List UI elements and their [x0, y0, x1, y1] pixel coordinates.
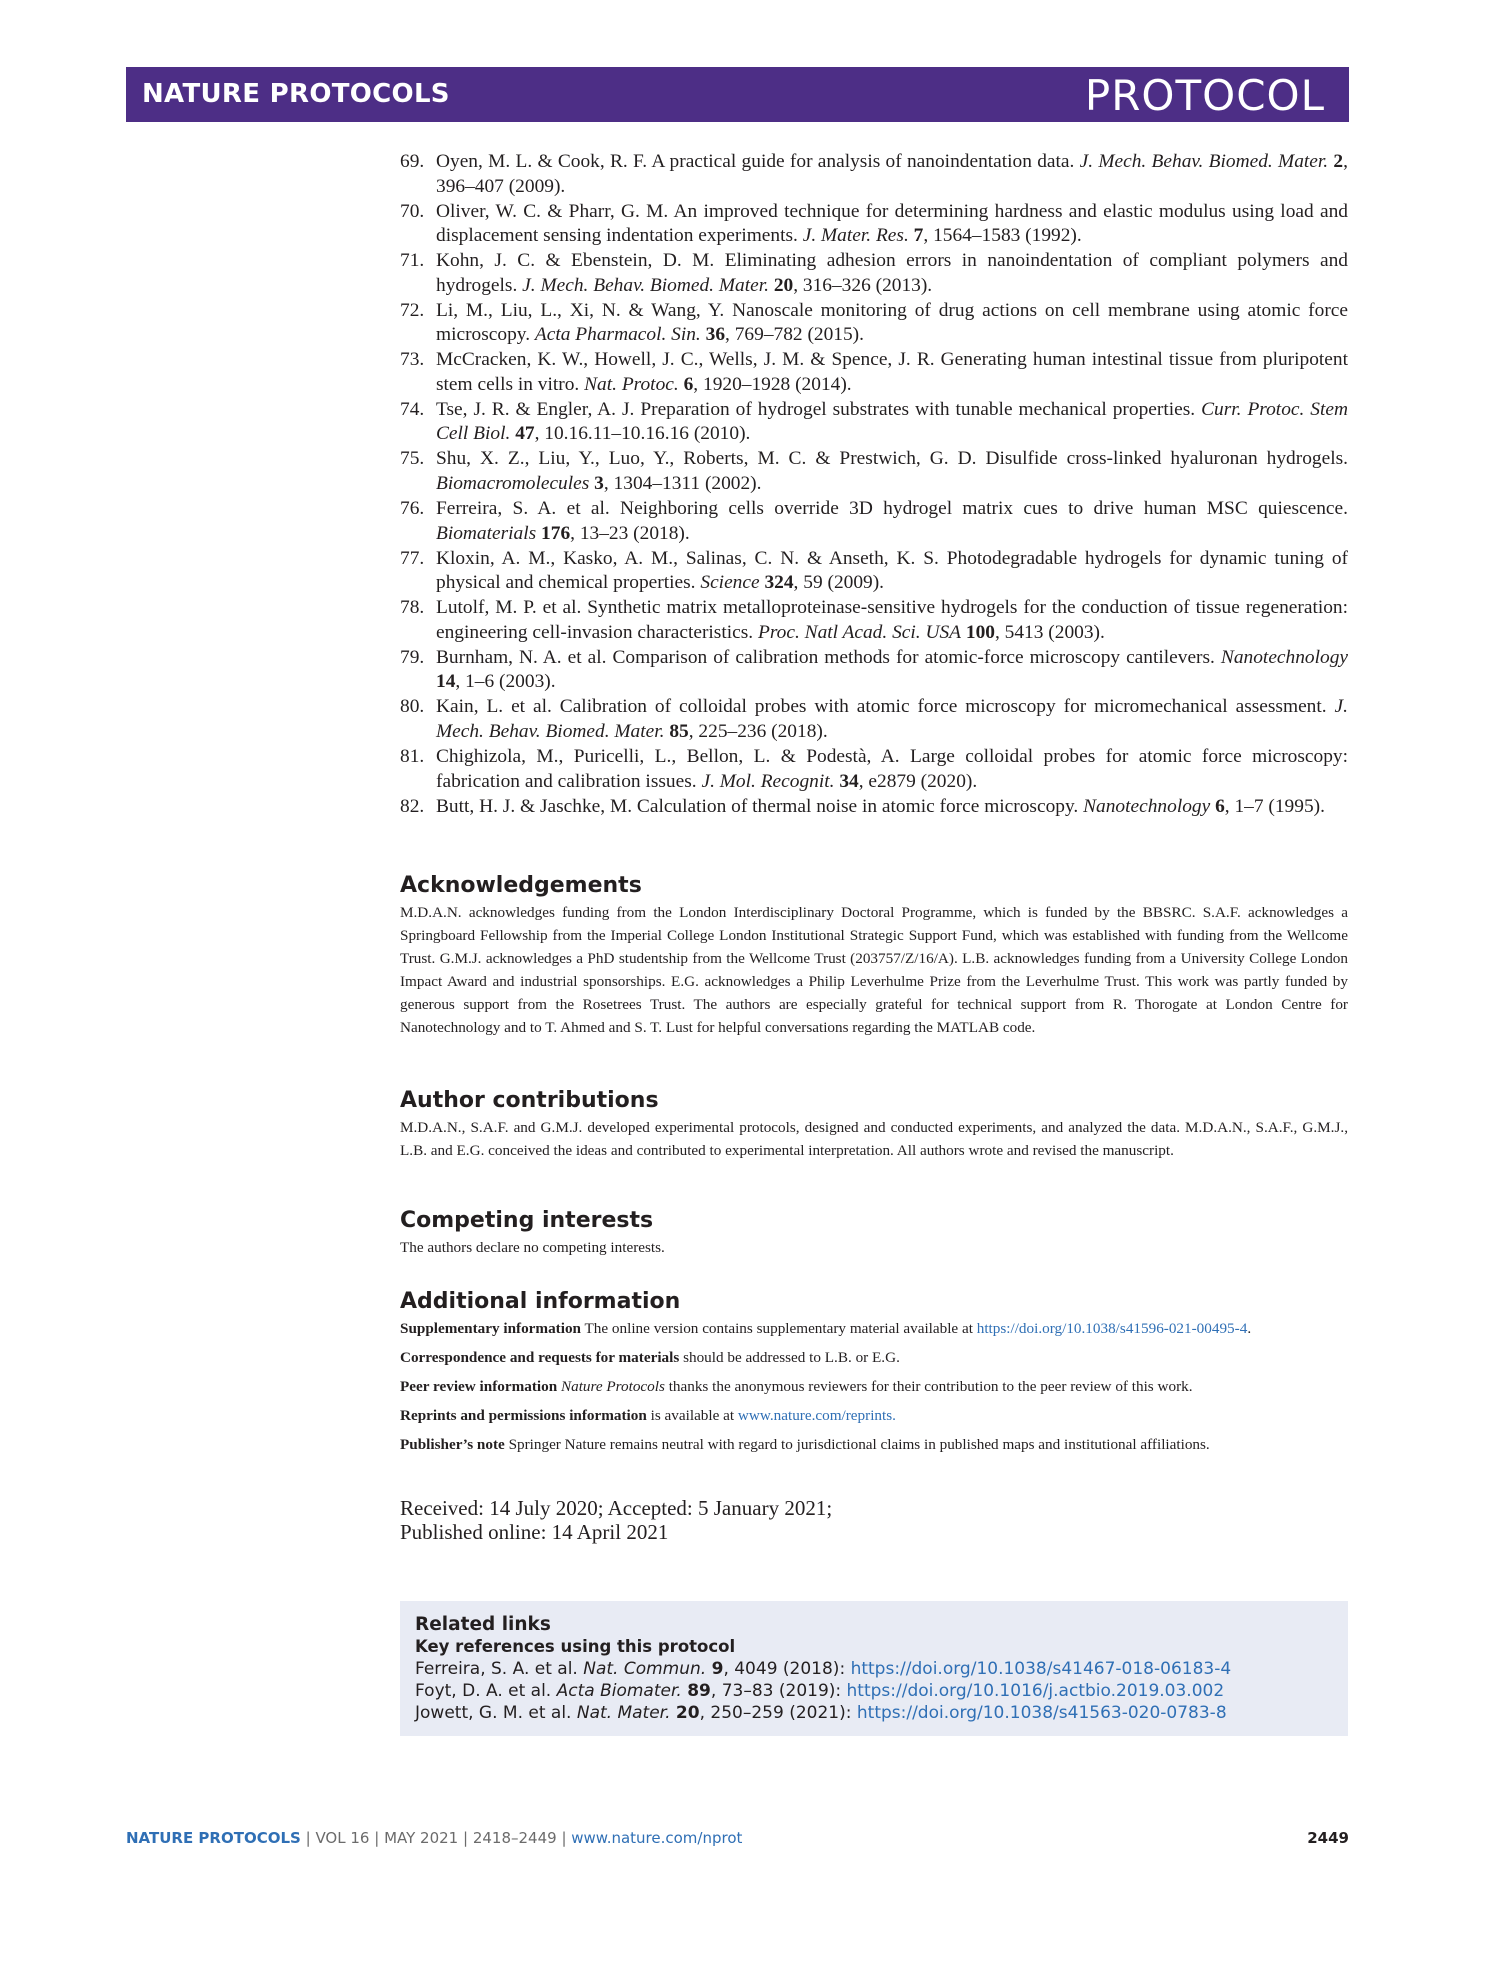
reference-item: [400, 299, 1348, 348]
reference-text: Oyen, M. L. & Cook, R. F. A practical guide for analysis of nanoindentation data.: [436, 151, 1080, 172]
related-doi-link[interactable]: https://doi.org/10.1038/s41467-018-06183-4: [850, 1659, 1232, 1679]
related-pages: , 73–83 (2019):: [710, 1681, 847, 1701]
reference-journal: J. Mater. Res.: [802, 225, 909, 247]
reference-number: 80.: [400, 696, 425, 718]
related-authors: Jowett, G. M. et al.: [415, 1703, 577, 1723]
related-link-item: [415, 1658, 1231, 1680]
published-online-date: Published online: 14 April 2021: [400, 1520, 669, 1544]
reference-text: , 10.16.11–10.16.16 (2010).: [534, 423, 751, 445]
related-links-content: [415, 1614, 1231, 1724]
reference-volume: 2: [1333, 151, 1344, 172]
additional-information-section: [400, 1288, 1348, 1462]
footer-url[interactable]: www.nature.com/nprot: [571, 1829, 743, 1847]
related-journal: Nat. Mater.: [576, 1703, 671, 1723]
publisher-note-text: Springer Nature remains neutral with regard to jurisdictional claims in published maps and institutional affiliations.: [504, 1436, 1210, 1453]
supplementary-info-line: [400, 1317, 1348, 1340]
reference-volume: 47: [515, 423, 535, 445]
related-doi-link[interactable]: https://doi.org/10.1016/j.actbio.2019.03.002: [846, 1681, 1225, 1701]
reprints-label: Reprints and permissions information: [400, 1407, 647, 1424]
reference-text: Ferreira, S. A. et al. Neighboring cells override 3D hydrogel matrix cues to drive human MSC quiescence.: [436, 498, 1348, 520]
reference-journal: J. Mech. Behav. Biomed. Mater.: [436, 696, 1348, 742]
correspondence-line: [400, 1346, 1348, 1369]
reference-text: Kain, L. et al. Calibration of colloidal probes with atomic force microscopy for micromechanical assessment.: [436, 696, 1335, 718]
reference-text: , 13–23 (2018).: [570, 522, 690, 544]
reference-number: 71.: [400, 250, 425, 272]
reference-number: 74.: [400, 398, 425, 420]
reference-volume: 324: [764, 572, 794, 594]
reference-number: 70.: [400, 200, 425, 222]
related-volume: 89: [687, 1681, 711, 1701]
footer-date: MAY 2021: [384, 1829, 459, 1847]
reprints-link[interactable]: www.nature.com/reprints.: [737, 1407, 896, 1424]
footer-pages: 2418–2449: [472, 1829, 557, 1847]
reference-list: [400, 150, 1348, 820]
reference-item: [400, 596, 1348, 645]
reference-text: Tse, J. R. & Engler, A. J. Preparation of hydrogel substrates with tunable mechanical properties.: [436, 398, 1202, 420]
footer-volume: VOL 16: [315, 1829, 370, 1847]
reference-volume: 7: [913, 225, 924, 247]
reference-number: 72.: [400, 299, 425, 321]
reference-volume: 3: [594, 473, 604, 495]
related-link-item: [415, 1680, 1231, 1702]
reference-text: , 225–236 (2018).: [688, 720, 828, 742]
reference-number: 73.: [400, 349, 425, 371]
reprints-text: is available at: [646, 1407, 738, 1424]
reference-number: 79.: [400, 646, 425, 668]
footer-journal: NATURE PROTOCOLS: [126, 1829, 301, 1847]
peer-review-label: Peer review information: [400, 1378, 558, 1395]
reference-item: [400, 745, 1348, 794]
correspondence-label: Correspondence and requests for materials: [400, 1349, 680, 1366]
reference-text: Butt, H. J. & Jaschke, M. Calculation of thermal noise in atomic force microscopy.: [436, 795, 1084, 817]
reference-item: [400, 348, 1348, 397]
reference-journal: J. Mech. Behav. Biomed. Mater.: [522, 274, 769, 296]
supplementary-end: .: [1247, 1320, 1252, 1337]
additional-information-heading: Additional information: [400, 1289, 681, 1314]
supplementary-link[interactable]: https://doi.org/10.1038/s41596-021-00495-4: [976, 1320, 1248, 1337]
related-journal: Acta Biomater.: [556, 1681, 682, 1701]
related-journal: Nat. Commun.: [583, 1659, 707, 1679]
reference-text: Burnham, N. A. et al. Comparison of calibration methods for atomic-force microscopy cantilevers.: [436, 646, 1221, 668]
publisher-note-label: Publisher’s note: [400, 1436, 505, 1453]
reference-item: [400, 695, 1348, 744]
reference-item: [400, 497, 1348, 546]
footer-sep: |: [458, 1829, 473, 1847]
acknowledgements-heading: Acknowledgements: [400, 873, 642, 898]
reference-text: McCracken, K. W., Howell, J. C., Wells, J. M. & Spence, J. R. Generating human intestinal tissue from pluripotent stem cells in vitro.: [436, 349, 1348, 395]
reference-journal: Biomacromolecules: [436, 473, 590, 495]
reference-journal: Curr. Protoc. Stem Cell Biol.: [436, 398, 1348, 445]
reference-volume: 20: [773, 274, 794, 296]
reference-journal: J. Mol. Recognit.: [701, 770, 835, 792]
reference-volume: 14: [436, 671, 456, 693]
related-pages: , 4049 (2018):: [723, 1659, 851, 1679]
reference-text: , 316–326 (2013).: [793, 274, 933, 296]
reprints-line: [400, 1404, 1348, 1427]
reference-item: [400, 150, 1348, 199]
reference-text: , 1304–1311 (2002).: [603, 473, 762, 495]
related-doi-link[interactable]: https://doi.org/10.1038/s41563-020-0783-8: [856, 1703, 1227, 1723]
reference-item: [400, 200, 1348, 249]
footer-citation: [126, 1829, 742, 1847]
reference-text: Oliver, W. C. & Pharr, G. M. An improved technique for determining hardness and elastic modulus using load and displacement sensing indentation experiments.: [436, 200, 1348, 247]
related-volume: 9: [711, 1659, 724, 1679]
competing-interests-body: The authors declare no competing interests.: [400, 1239, 665, 1256]
reference-text: , 59 (2009).: [793, 572, 885, 594]
reference-text: Kohn, J. C. & Ebenstein, D. M. Eliminating adhesion errors in nanoindentation of compliant polymers and hydrogels.: [436, 250, 1348, 296]
related-links-title: Related links: [415, 1614, 551, 1635]
reference-item: [400, 646, 1348, 695]
reference-text: Li, M., Liu, L., Xi, N. & Wang, Y. Nanoscale monitoring of drug actions on cell membrane using atomic force microscopy.: [436, 299, 1348, 346]
peer-review-text: thanks the anonymous reviewers for their contribution to the peer review of this work.: [664, 1378, 1193, 1395]
competing-interests-section: [400, 1207, 1348, 1259]
reference-text: , 1–7 (1995).: [1224, 795, 1325, 817]
reference-volume: 6: [1215, 795, 1225, 817]
reference-journal: Proc. Natl Acad. Sci. USA: [757, 621, 962, 643]
author-contributions-heading: Author contributions: [400, 1088, 659, 1113]
footer-sep: |: [300, 1829, 316, 1847]
reference-journal: Nanotechnology: [1220, 646, 1348, 668]
competing-interests-heading: Competing interests: [400, 1208, 654, 1233]
related-authors: Ferreira, S. A. et al.: [415, 1659, 584, 1679]
reference-text: , 396–407 (2009).: [436, 151, 1348, 197]
reference-text: , 769–782 (2015).: [725, 324, 864, 346]
related-pages: , 250–259 (2021):: [699, 1703, 857, 1723]
reference-number: 75.: [400, 448, 425, 470]
reference-text: , 5413 (2003).: [994, 621, 1105, 643]
acknowledgements-section: [400, 872, 1348, 1039]
reference-number: 69.: [400, 151, 425, 172]
peer-review-journal: Nature Protocols: [560, 1378, 665, 1395]
reference-item: [400, 547, 1348, 596]
reference-journal: Acta Pharmacol. Sin.: [534, 324, 701, 346]
reference-journal: Nat. Protoc.: [584, 373, 679, 395]
reference-number: 82.: [400, 795, 425, 817]
supplementary-text: The online version contains supplementary material available at: [581, 1320, 977, 1337]
reference-volume: 176: [541, 522, 571, 544]
related-links-subtitle: Key references using this protocol: [415, 1637, 736, 1656]
reference-volume: 36: [705, 324, 726, 346]
reference-item: [400, 249, 1348, 298]
author-contributions-body: M.D.A.N., S.A.F. and G.M.J. developed experimental protocols, designed and conducted experiments, and analyzed the data. M.D.A.N., S.A.F., G.M.J., L.B. and E.G. conceived the ideas and contributed to experimental interpretation. All authors wrote and revised the manuscript.: [400, 1119, 1348, 1159]
reference-text: , e2879 (2020).: [858, 770, 978, 792]
reference-text: , 1920–1928 (2014).: [693, 373, 852, 395]
supplementary-label: Supplementary information: [400, 1320, 581, 1337]
reference-text: Shu, X. Z., Liu, Y., Luo, Y., Roberts, M. C. & Prestwich, G. D. Disulfide cross-linked hyaluronan hydrogels.: [436, 448, 1348, 470]
acknowledgements-body: M.D.A.N. acknowledges funding from the London Interdisciplinary Doctoral Programme, which is funded by the BBSRC. S.A.F. acknowledges a Springboard Fellowship from the Imperial College London Institutional Strategic Support Fund, which was established with funding from the Wellcome Trust. G.M.J. acknowledges a PhD studentship from the Wellcome Trust (203757/Z/16/A). L.B. acknowledges funding from a University College London Impact Award and industrial sponsorships. E.G. acknowledges a Philip Leverhulme Prize from the Leverhulme Trust. This work was partly funded by generous support from the Rosetrees Trust. The authors are especially grateful for technical support from R. Thorogate at London Centre for Nanotechnology and to T. Ahmed and S. T. Lust for helpful conversations regarding the MATLAB code.: [400, 904, 1348, 1036]
journal-name: NATURE PROTOCOLS: [142, 79, 450, 109]
publisher-note-line: [400, 1433, 1348, 1456]
reference-number: 76.: [400, 498, 425, 520]
article-type: PROTOCOL: [1084, 71, 1325, 120]
page-number: 2449: [1307, 1829, 1349, 1847]
related-authors: Foyt, D. A. et al.: [415, 1681, 557, 1701]
reference-journal: Nanotechnology: [1083, 795, 1211, 817]
footer-sep: |: [369, 1829, 385, 1847]
peer-review-line: [400, 1375, 1348, 1398]
reference-text: , 1564–1583 (1992).: [923, 225, 1082, 247]
reference-text: Kloxin, A. M., Kasko, A. M., Salinas, C. N. & Anseth, K. S. Photodegradable hydrogels for dynamic tuning of physical and chemical properties.: [436, 547, 1348, 594]
reference-volume: 6: [683, 373, 694, 395]
reference-number: 78.: [400, 597, 425, 619]
reference-text: Lutolf, M. P. et al. Synthetic matrix metalloproteinase-sensitive hydrogels for the conduction of tissue regeneration: engineering cell-invasion characteristics.: [436, 597, 1348, 643]
reference-volume: 100: [965, 621, 995, 643]
reference-volume: 85: [669, 720, 689, 742]
reference-number: 77.: [400, 547, 425, 569]
related-links-list: [415, 1658, 1231, 1724]
related-links-box: [400, 1601, 1348, 1736]
correspondence-text: should be addressed to L.B. or E.G.: [679, 1349, 900, 1366]
journal-header-bar: [126, 67, 1349, 122]
footer-sep: |: [556, 1829, 572, 1847]
reference-item: [400, 398, 1348, 447]
related-link-item: [415, 1702, 1231, 1724]
related-volume: 20: [675, 1703, 700, 1723]
reference-volume: 34: [839, 770, 859, 792]
reference-item: [400, 795, 1348, 820]
reference-number: 81.: [400, 745, 425, 767]
reference-text: , 1–6 (2003).: [455, 671, 556, 693]
reference-journal: J. Mech. Behav. Biomed. Mater.: [1079, 151, 1329, 172]
reference-journal: Science: [700, 572, 760, 594]
reference-text: Chighizola, M., Puricelli, L., Bellon, L. & Podestà, A. Large colloidal probes for atomic force microscopy: fabrication and calibration issues.: [436, 745, 1348, 792]
author-contributions-section: [400, 1087, 1348, 1162]
received-accepted-dates: Received: 14 July 2020; Accepted: 5 January 2021;: [400, 1496, 833, 1520]
reference-item: [400, 447, 1348, 496]
reference-journal: Biomaterials: [436, 522, 537, 544]
publication-dates: [400, 1496, 832, 1544]
